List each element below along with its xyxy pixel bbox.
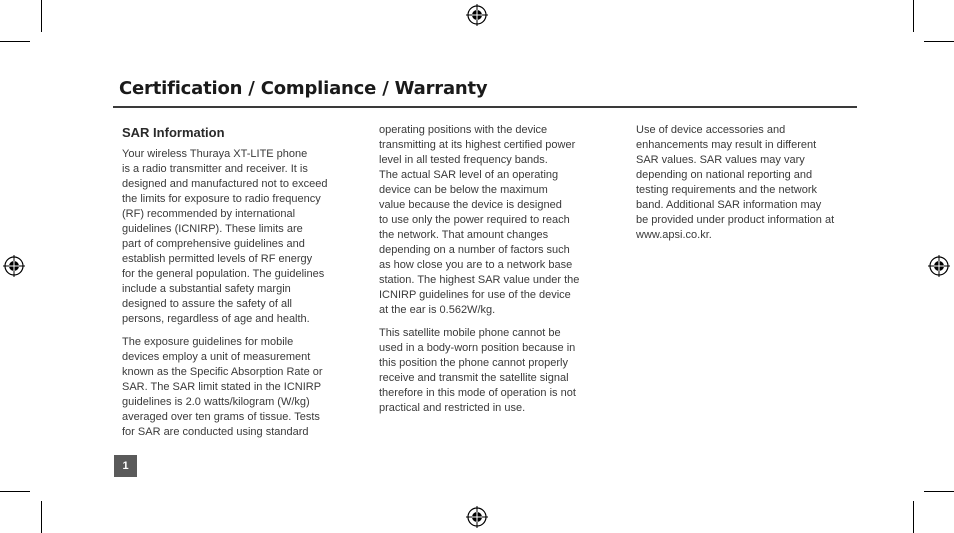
text-line: include a substantial safety margin — [122, 283, 291, 295]
text-line: Your wireless Thuraya XT-LITE phone — [122, 148, 308, 160]
text-line: designed and manufactured not to exceed — [122, 178, 328, 190]
text-line: therefore in this mode of operation is not — [379, 387, 576, 399]
text-line: known as the Specific Absorption Rate or — [122, 366, 323, 378]
registration-mark-icon — [466, 506, 488, 528]
paragraph — [636, 123, 860, 243]
crop-mark — [41, 0, 42, 32]
text-line: part of comprehensive guidelines and — [122, 238, 305, 250]
text-line: SAR values. SAR values may vary — [636, 154, 805, 166]
text-line: is a radio transmitter and receiver. It is — [122, 163, 308, 175]
text-line: www.apsi.co.kr. — [636, 229, 712, 241]
text-line: The actual SAR level of an operating — [379, 169, 559, 181]
text-line: at the ear is 0.562W/kg. — [379, 304, 496, 316]
text-line: depending on a number of factors such — [379, 244, 570, 256]
text-column-2 — [379, 123, 603, 424]
page-title: Certification / Compliance / Warranty — [119, 78, 488, 99]
text-line: enhancements may result in different — [636, 139, 817, 151]
text-line: band. Additional SAR information may — [636, 199, 822, 211]
crop-mark — [913, 0, 914, 32]
text-line: for SAR are conducted using standard — [122, 426, 309, 438]
text-line: the network. That amount changes — [379, 229, 549, 241]
text-line: be provided under product information at — [636, 214, 835, 226]
text-line: guidelines is 2.0 watts/kilogram (W/kg) — [122, 396, 310, 408]
paragraph — [122, 335, 346, 440]
text-line: station. The highest SAR value under the — [379, 274, 580, 286]
text-line: (RF) recommended by international — [122, 208, 296, 220]
paragraph — [122, 147, 346, 327]
text-column-1 — [122, 124, 346, 448]
text-line: SAR. The SAR limit stated in the ICNIRP — [122, 381, 322, 393]
text-line: The exposure guidelines for mobile — [122, 336, 294, 348]
crop-mark — [0, 491, 30, 492]
text-line: as how close you are to a network base — [379, 259, 573, 271]
text-line: transmitting at its highest certified power — [379, 139, 576, 151]
registration-mark-icon — [466, 4, 488, 26]
crop-mark — [924, 491, 954, 492]
text-line: used in a body-worn position because in — [379, 342, 576, 354]
text-line: devices employ a unit of measurement — [122, 351, 311, 363]
text-line: device can be below the maximum — [379, 184, 548, 196]
text-line: the limits for exposure to radio frequency — [122, 193, 321, 205]
text-line: establish permitted levels of RF energy — [122, 253, 313, 265]
text-line: value because the device is designed — [379, 199, 562, 211]
text-line: persons, regardless of age and health. — [122, 313, 310, 325]
text-line: receive and transmit the satellite signal — [379, 372, 569, 384]
text-line: this position the phone cannot properly — [379, 357, 568, 369]
text-line: operating positions with the device — [379, 124, 548, 136]
section-heading: SAR Information — [122, 125, 225, 140]
text-line: for the general population. The guidelines — [122, 268, 325, 280]
page-number: 1 — [114, 455, 137, 477]
text-column-3 — [636, 123, 860, 251]
title-rule — [113, 106, 857, 108]
text-line: designed to assure the safety of all — [122, 298, 292, 310]
crop-mark — [41, 501, 42, 533]
paragraph — [379, 326, 603, 416]
registration-mark-icon — [928, 255, 950, 277]
crop-mark — [913, 501, 914, 533]
text-line: level in all tested frequency bands. — [379, 154, 548, 166]
text-line: This satellite mobile phone cannot be — [379, 327, 561, 339]
registration-mark-icon — [3, 255, 25, 277]
text-line: averaged over ten grams of tissue. Tests — [122, 411, 320, 423]
text-line: ICNIRP guidelines for use of the device — [379, 289, 571, 301]
text-line: guidelines (ICNIRP). These limits are — [122, 223, 303, 235]
text-line: testing requirements and the network — [636, 184, 817, 196]
crop-mark — [0, 41, 30, 42]
paragraph — [379, 123, 603, 318]
text-line: Use of device accessories and — [636, 124, 786, 136]
text-line: to use only the power required to reach — [379, 214, 570, 226]
text-line: practical and restricted in use. — [379, 402, 526, 414]
text-line: depending on national reporting and — [636, 169, 813, 181]
crop-mark — [924, 41, 954, 42]
